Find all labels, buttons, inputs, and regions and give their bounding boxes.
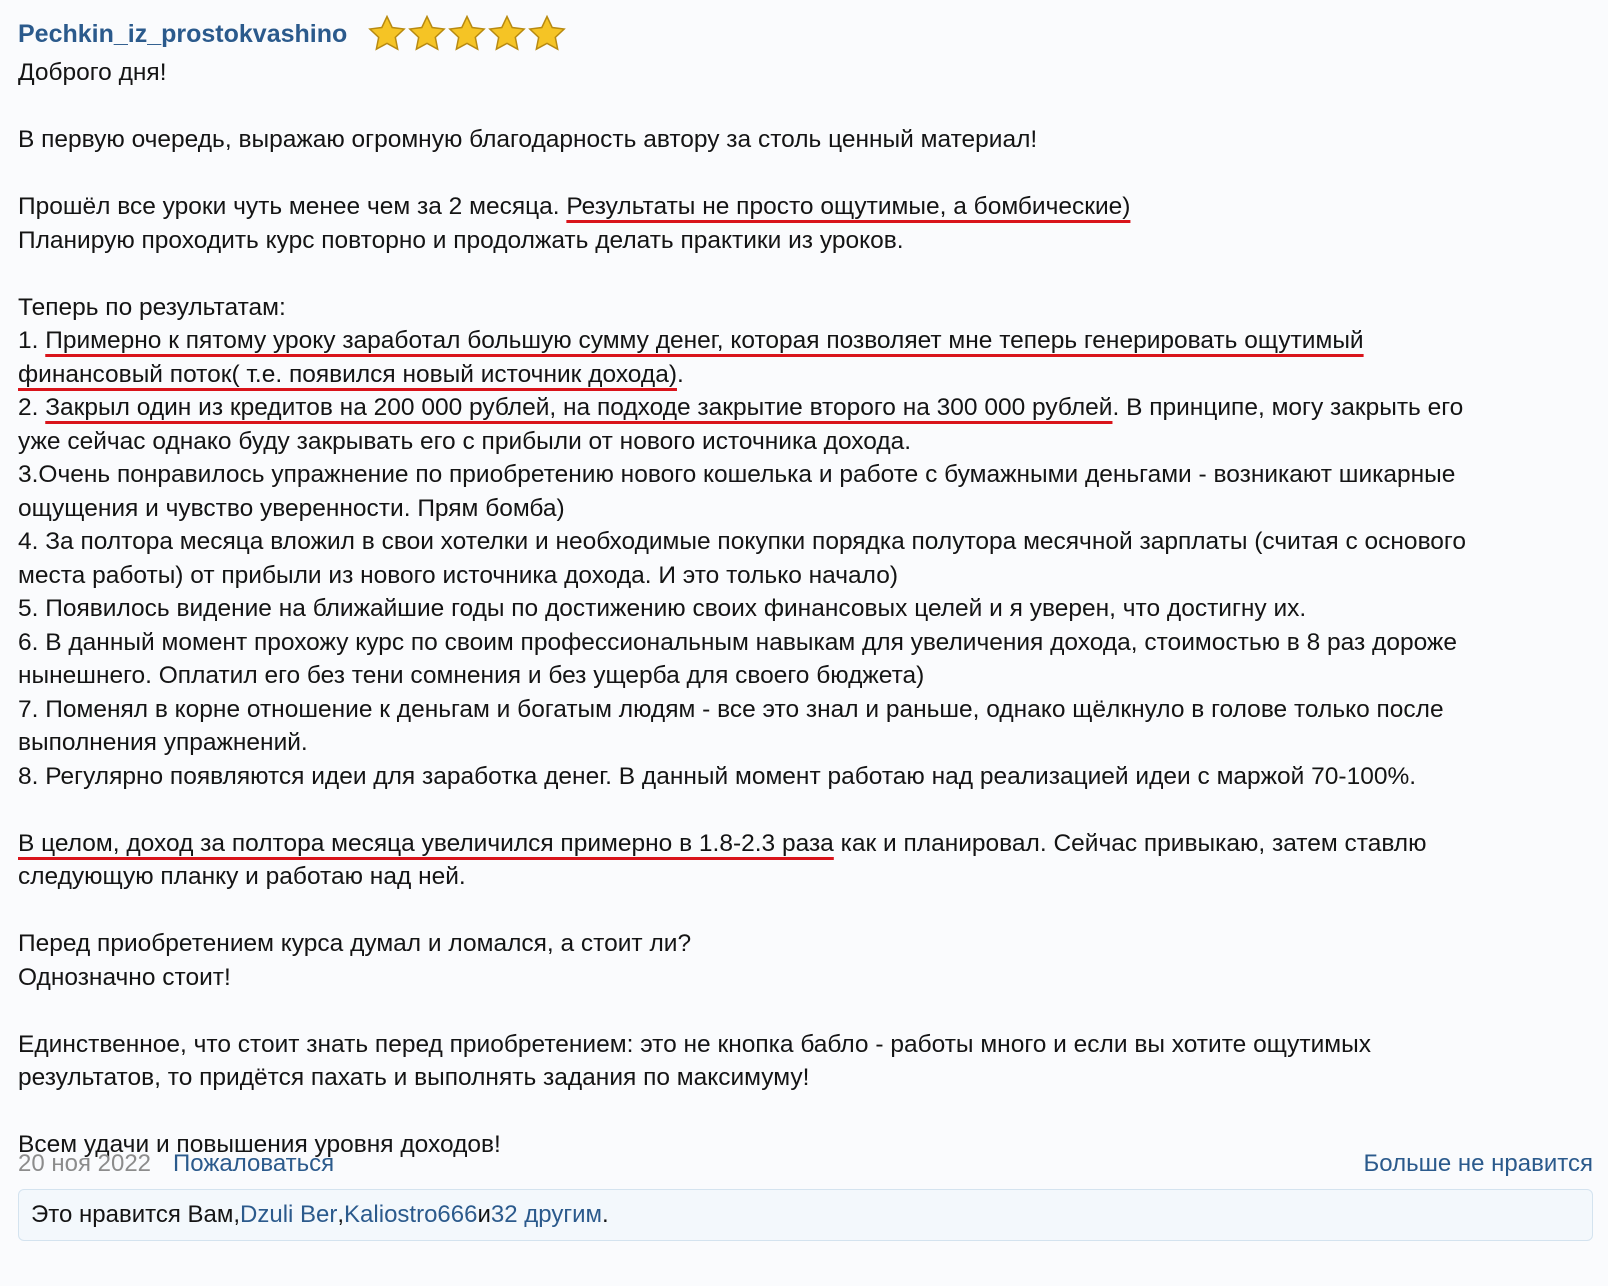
star-icon (527, 14, 567, 54)
post-footer (18, 1146, 1593, 1182)
text-line: результатов, то придётся пахать и выполнять задания по максимуму! (18, 1064, 810, 1091)
text-line: 3.Очень понравилось упражнение по приобретению нового кошелька и работе с бумажными деньгами - возникают шикарные (18, 461, 1456, 488)
text-line: Перед приобретением курса думал и ломался, а стоит ли? (18, 930, 692, 957)
text-line: 6. В данный момент прохожу курс по своим профессиональным навыкам для увеличения дохода, стоимостью в 8 раз дороже (18, 628, 1457, 656)
text-line: Теперь по результатам: (18, 293, 286, 321)
text-line: уже сейчас однако буду закрывать его с прибыли от нового источника дохода. (18, 427, 912, 455)
text-line: выполнения упражнений. (18, 729, 308, 756)
text-line: 5. Появилось видение на ближайшие годы по достижению своих финансовых целей и я уверен, что достигну их. (18, 595, 1307, 622)
text-line: Доброго дня! (18, 59, 167, 86)
text-line: Прошёл все уроки чуть менее чем за 2 месяца. Результаты не просто ощутимые, а бомбические) (18, 193, 1131, 220)
rating-stars (367, 14, 567, 54)
text-line: Однозначно стоит! (18, 963, 231, 991)
text-line: 7. Поменял в корне отношение к деньгам и богатым людям - все это знал и раньше, однако щёлкнуло в голове только после (18, 695, 1444, 723)
author-link[interactable]: Pechkin_iz_prostokvashino (18, 19, 348, 48)
text-line: финансовый поток( т.е. появился новый источник дохода). (18, 360, 684, 388)
text-line: 8. Регулярно появляются идеи для заработка денег. В данный момент работаю над реализацией идеи с маржой 70-100%. (18, 762, 1417, 790)
highlighted-text: Примерно к пятому уроку заработал большую сумму денег, которая позволяет мне теперь генерировать ощутимый (45, 327, 1364, 354)
post-date: 20 ноя 2022 (18, 1150, 152, 1177)
highlighted-text: В целом, доход за полтора месяца увеличился примерно в 1.8-2.3 раза (18, 829, 834, 857)
text-line: Планирую проходить курс повторно и продолжать делать практики из уроков. (18, 226, 904, 254)
text-line: В целом, доход за полтора месяца увеличился примерно в 1.8-2.3 раза как и планировал. Сейчас привыкаю, затем ставлю (18, 829, 1427, 857)
text-line: В первую очередь, выражаю огромную благодарность автору за столь ценный материал! (18, 126, 1038, 153)
report-link[interactable]: Пожаловаться (173, 1150, 335, 1177)
likes-box: Это нравится Вам, Dzuli Ber , Kaliostro666 и 32 другим . (18, 1189, 1593, 1241)
star-icon (447, 14, 487, 54)
text-line: места работы) от прибыли из нового источника дохода. И это только начало) (18, 561, 898, 589)
likes-prefix: Это нравится Вам, (31, 1201, 241, 1228)
highlighted-text: Результаты не просто ощутимые, а бомбические) (566, 193, 1131, 220)
post-body (18, 56, 1593, 1162)
liker-link[interactable]: Kaliostro666 (344, 1201, 478, 1228)
unlike-link[interactable]: Больше не нравится (1363, 1150, 1593, 1177)
text-line: следующую планку и работаю над ней. (18, 863, 466, 890)
star-icon (407, 14, 447, 54)
liker-link[interactable]: Dzuli Ber (240, 1201, 338, 1228)
text-line: нынешнего. Оплатил его без тени сомнения и без ущерба для своего бюджета) (18, 662, 925, 689)
post-header (18, 12, 567, 56)
star-icon (487, 14, 527, 54)
text-line: Всем удачи и повышения уровня доходов! (18, 1131, 501, 1158)
highlighted-text: финансовый поток( т.е. появился новый источник дохода) (18, 360, 677, 388)
highlighted-text: Закрыл один из кредитов на 200 000 рублей, на подходе закрытие второго на 300 000 рублей (45, 394, 1113, 421)
others-link[interactable]: 32 другим (490, 1201, 602, 1228)
text-line: 4. За полтора месяца вложил в свои хотелки и необходимые покупки порядка полутора месячной зарплаты (считая с основого (18, 528, 1466, 555)
text-line: ощущения и чувство уверенности. Прям бомба) (18, 494, 565, 522)
text-line: Единственное, что стоит знать перед приобретением: это не кнопка бабло - работы много и если вы хотите ощутимых (18, 1030, 1372, 1058)
text-line: 1. Примерно к пятому уроку заработал большую сумму денег, которая позволяет мне теперь генерировать ощутимый (18, 327, 1364, 354)
text-line: 2. Закрыл один из кредитов на 200 000 рублей, на подходе закрытие второго на 300 000 рублей. В принципе, могу закрыть его (18, 394, 1464, 421)
star-icon (367, 14, 407, 54)
